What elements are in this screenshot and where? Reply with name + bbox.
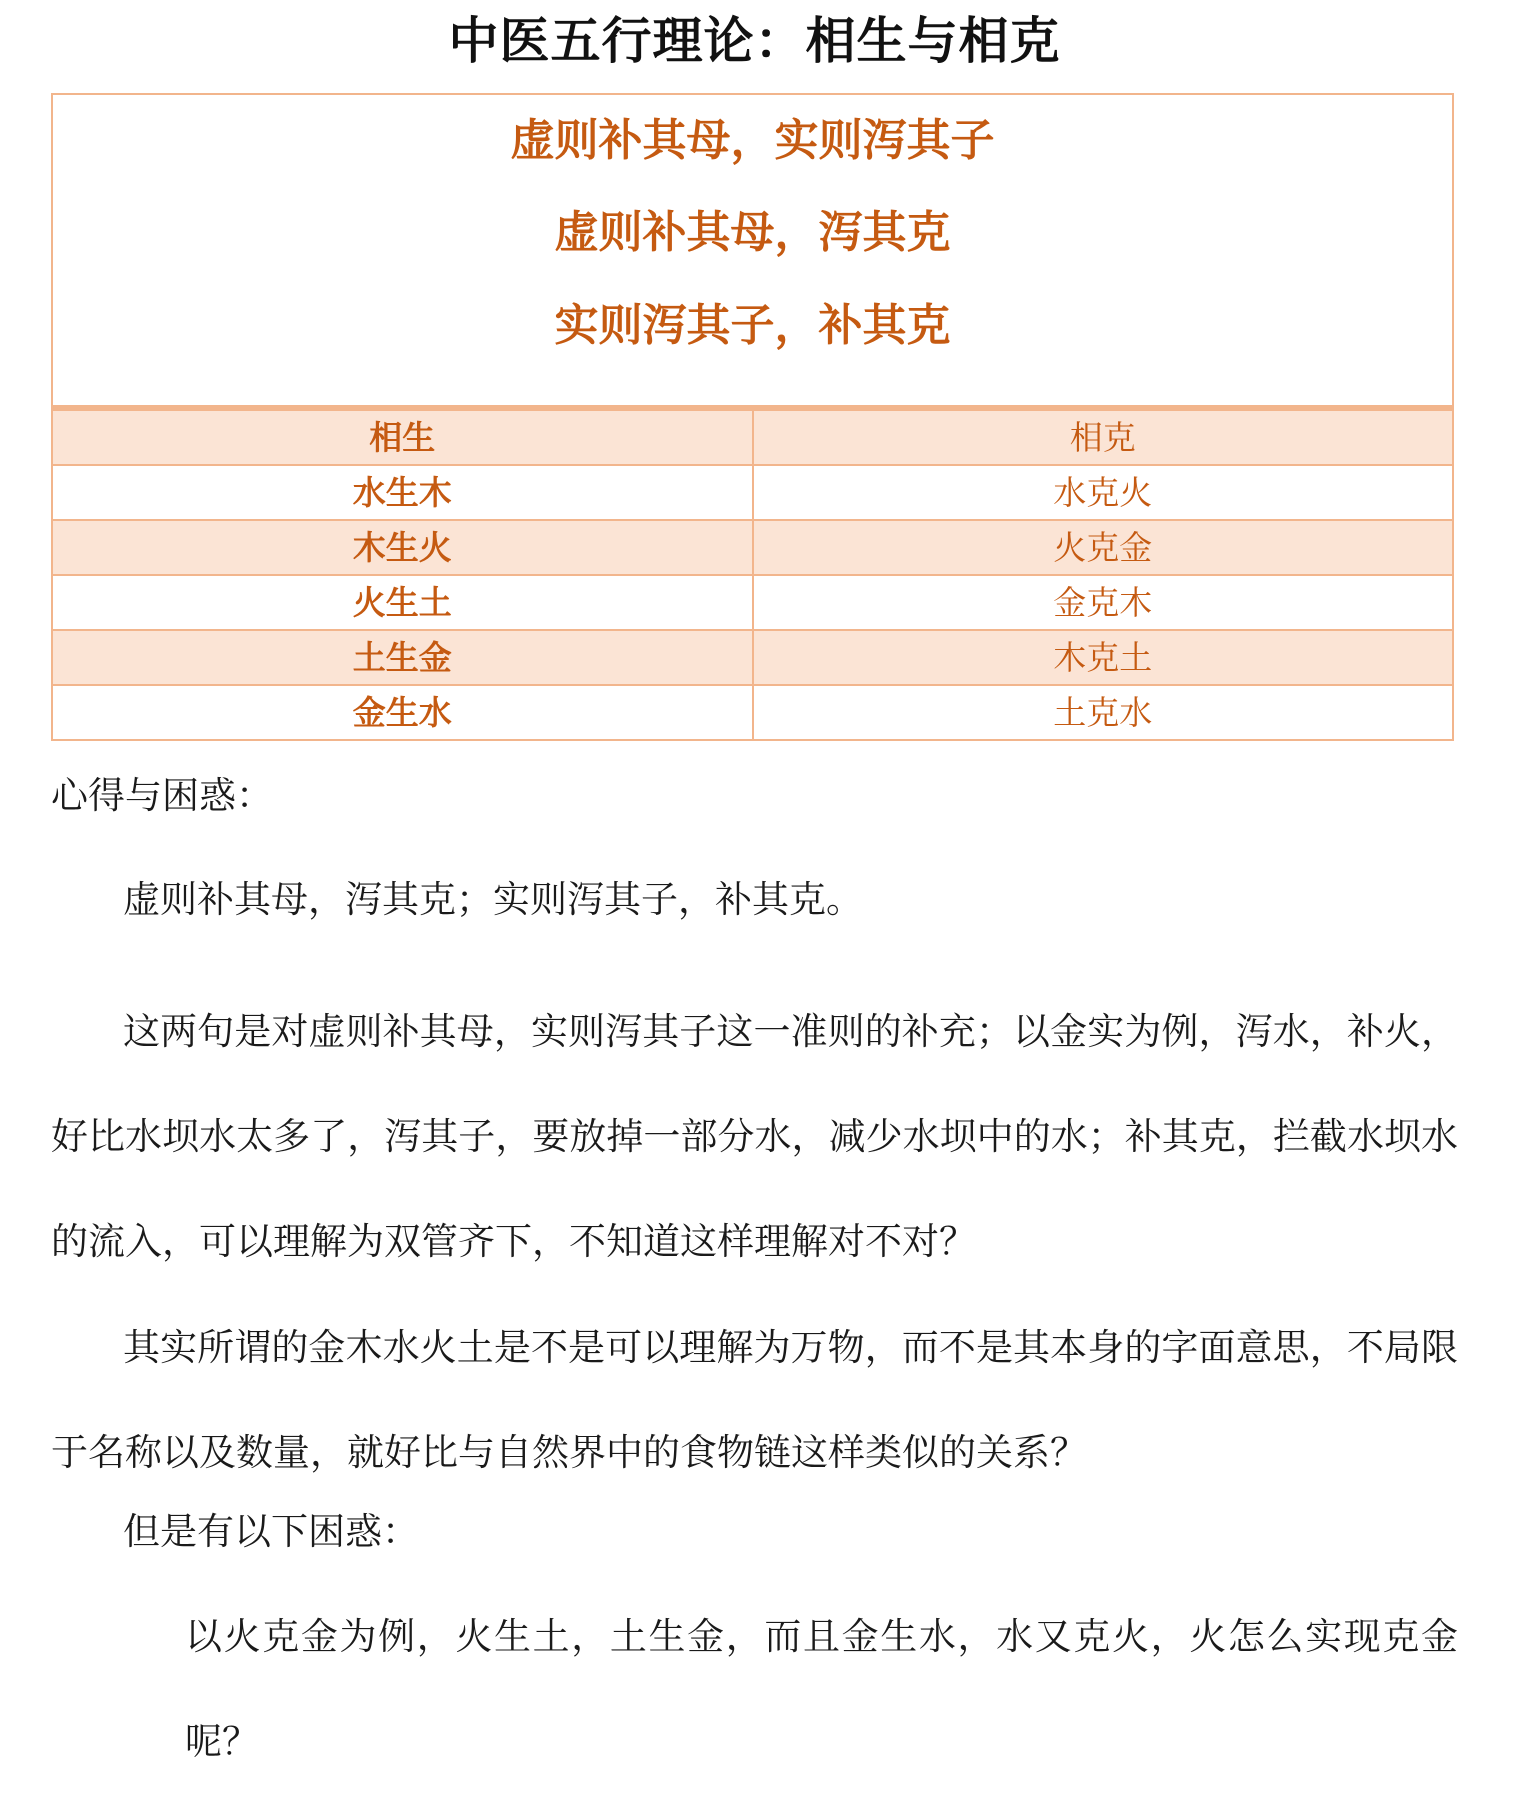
ke-cell: 木克土 [753, 630, 1454, 685]
notes-paragraph-5: 以火克金为例，火生土，土生金，而且金生水，水又克火，火怎么实现克金呢？ [185, 1615, 1458, 1763]
ke-cell: 金克木 [753, 575, 1454, 630]
motto-box [51, 93, 1454, 409]
page-title: 中医五行理论：相生与相克 [448, 12, 1061, 70]
table-header-row [52, 410, 1453, 465]
notes-paragraph-3: 其实所谓的金木水火土是不是可以理解为万物，而不是其本身的字面意思，不局限于名称以及数量，就好比与自然界中的食物链这样类似的关系？ [51, 1326, 1458, 1474]
notes-paragraph-2: 这两句是对虚则补其母，实则泻其子这一准则的补充；以金实为例，泻水，补火，好比水坝水太多了，泻其子，要放掉一部分水，减少水坝中的水；补其克，拦截水坝水的流入，可以理解为双管齐下，不知道这样理解对不对？ [51, 1010, 1458, 1263]
header-ke: 相克 [753, 410, 1454, 465]
ke-cell: 土克水 [753, 685, 1454, 740]
table-row [52, 630, 1453, 685]
notes-paragraph-1: 虚则补其母，泻其克；实则泻其子，补其克。 [123, 878, 863, 921]
table-row [52, 465, 1453, 520]
table-row [52, 575, 1453, 630]
sheng-cell: 水生木 [52, 465, 753, 520]
sheng-ke-table [51, 409, 1454, 741]
sheng-cell: 金生水 [52, 685, 753, 740]
motto-line-3: 实则泻其子，补其克 [554, 300, 951, 351]
sheng-cell: 土生金 [52, 630, 753, 685]
notes-paragraph-4: 但是有以下困惑： [123, 1510, 419, 1553]
table-row [52, 685, 1453, 740]
table-row [52, 520, 1453, 575]
sheng-cell: 火生土 [52, 575, 753, 630]
ke-cell: 水克火 [753, 465, 1454, 520]
ke-cell: 火克金 [753, 520, 1454, 575]
motto-line-1: 虚则补其母，实则泻其子 [510, 115, 995, 166]
header-sheng: 相生 [52, 410, 753, 465]
notes-heading: 心得与困惑： [51, 774, 273, 817]
motto-line-2: 虚则补其母，泻其克 [554, 207, 951, 258]
sheng-cell: 木生火 [52, 520, 753, 575]
document-page [51, 0, 1458, 1763]
